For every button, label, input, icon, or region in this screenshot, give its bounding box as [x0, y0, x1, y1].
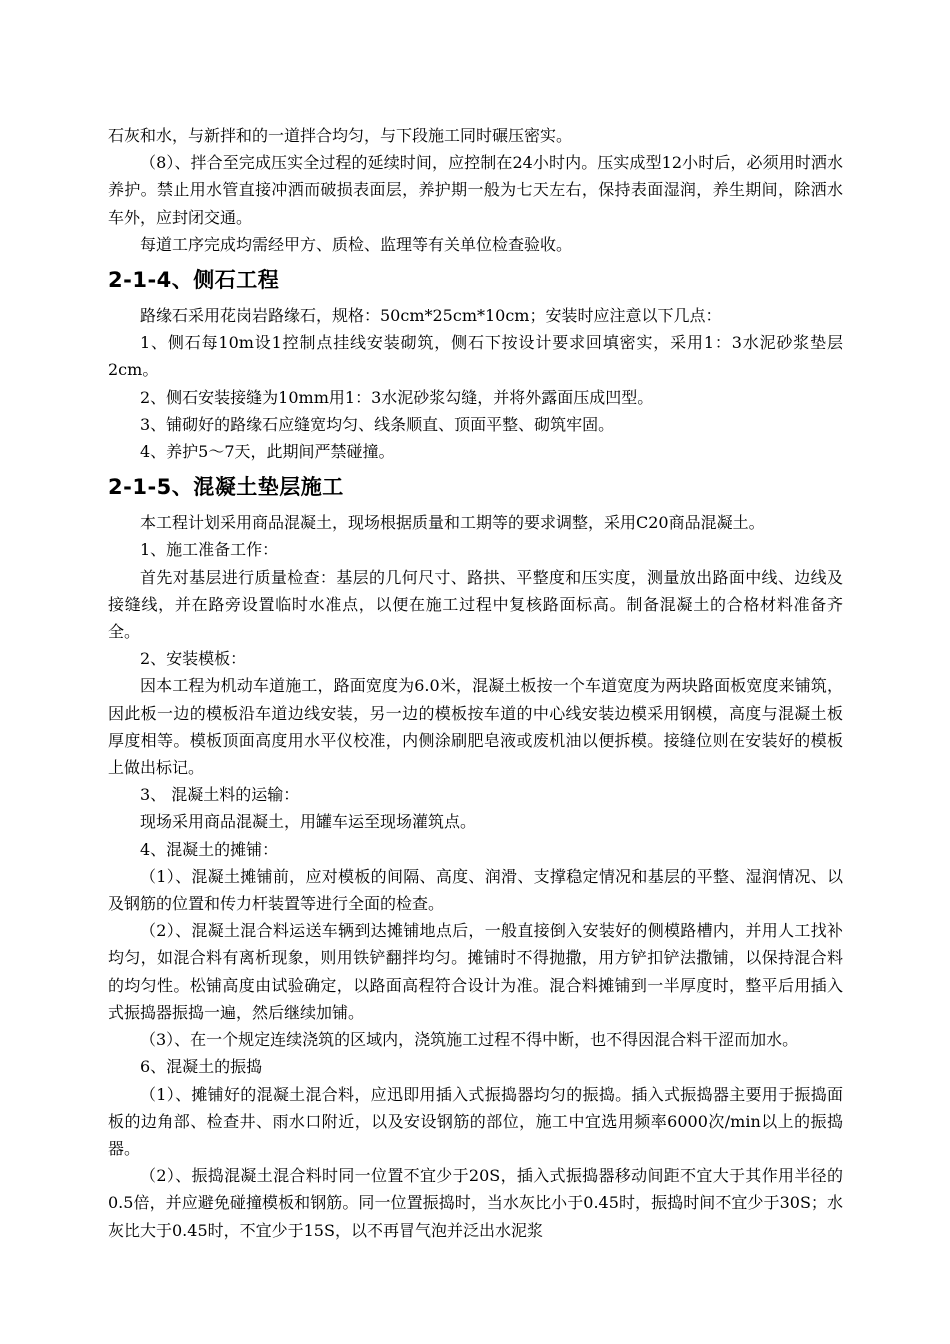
- section-heading: 2-1-4、侧石工程: [108, 268, 280, 293]
- paragraph: （8）、拌合至完成压实全过程的延续时间，应控制在24小时内。压实成型12小时后，必须用时洒水养护。禁止用水管直接冲洒而破损表面层，养护期一般为七天左右，保持表面湿润，养生期间，除洒水车外，应封闭交通。: [108, 153, 843, 227]
- paragraph: （1）、摊铺好的混凝土混合料，应迅即用插入式振捣器均匀的振捣。插入式振捣器主要用于振捣面板的边角部、检查井、雨水口附近，以及安设钢筋的部位，施工中宜选用频率6000次/min以上的振捣器。: [108, 1084, 843, 1158]
- paragraph: 1、侧石每10m设1控制点挂线安装砌筑，侧石下按设计要求回填密实，采用1：3水泥砂浆垫层2cm。: [108, 333, 843, 380]
- paragraph: 石灰和水，与新拌和的一道拌合均匀，与下段施工同时碾压密实。: [108, 126, 573, 145]
- paragraph: （1）、混凝土摊铺前，应对模板的间隔、高度、润滑、支撑稳定情况和基层的平整、湿润情况、以及钢筋的位置和传力杆装置等进行全面的检查。: [108, 866, 843, 914]
- paragraph: 每道工序完成均需经甲方、质检、监理等有关单位检查验收。: [140, 234, 573, 254]
- paragraph: （2）、混凝土混合料运送车辆到达摊铺地点后，一般直接倒入安装好的侧模路槽内，并用人工找补均匀，如混合料有离析现象，则用铁铲翻拌均匀。摊铺时不得抛撒，用方铲扣铲法撒铺，以保持混合料的均匀性。松铺高度由试验确定，以路面高程符合设计为准。混合料摊铺到一半厚度时，整平后用插入式振捣器振捣一遍，然后继续加铺。: [108, 921, 843, 1022]
- document-page: [108, 122, 843, 1244]
- paragraph: 3、 混凝土料的运输：: [140, 785, 300, 805]
- paragraph: 首先对基层进行质量检查：基层的几何尺寸、路拱、平整度和压实度，测量放出路面中线、边线及接缝线，并在路旁设置临时水准点，以便在施工过程中复核路面标高。制备混凝土的合格材料准备齐全。: [108, 567, 843, 642]
- paragraph: 1、施工准备工作：: [140, 540, 279, 560]
- paragraph: 6、混凝土的振捣: [140, 1057, 263, 1077]
- paragraph: （2）、振捣混凝土混合料时同一位置不宜少于20S，插入式振捣器移动间距不宜大于其作用半径的0.5倍，并应避免碰撞模板和钢筋。同一位置振捣时，当水灰比小于0.45时，振捣时间不宜少于30S；水灰比大于0.45时，不宜少于15S，以不再冒气泡并泛出水泥浆: [108, 1166, 843, 1240]
- paragraph: 路缘石采用花岗岩路缘石，规格：50cm*25cm*10cm；安装时应注意以下几点：: [140, 306, 722, 326]
- paragraph: （3）、在一个规定连续浇筑的区域内，浇筑施工过程不得中断，也不得因混合料干涩而加水。: [140, 1030, 799, 1050]
- paragraph: 4、混凝土的摊铺：: [140, 839, 279, 859]
- paragraph: 因本工程为机动车道施工，路面宽度为6.0米，混凝土板按一个车道宽度为两块路面板宽度来铺筑，因此板一边的模板沿车道边线安装，另一边的模板按车道的中心线安装边模采用钢模，高度与混凝土板厚度相等。模板顶面高度用水平仪校准，内侧涂刷肥皂液或废机油以便拆模。接缝位则在安装好的模板上做出标记。: [108, 676, 843, 778]
- paragraph: 2、安装模板：: [140, 649, 247, 669]
- section-heading: 2-1-5、混凝土垫层施工: [108, 475, 344, 500]
- paragraph: 现场采用商品混凝土，用罐车运至现场灌筑点。: [140, 812, 477, 832]
- paragraph: 本工程计划采用商品混凝土，现场根据质量和工期等的要求调整，采用C20商品混凝土。: [140, 513, 765, 533]
- paragraph: 3、铺砌好的路缘石应缝宽均匀、线条顺直、顶面平整、砌筑牢固。: [140, 414, 615, 434]
- paragraph: 2、侧石安装接缝为10mm用1：3水泥砂浆勾缝，并将外露面压成凹型。: [140, 387, 654, 407]
- paragraph: 4、养护5～7天，此期间严禁碰撞。: [140, 442, 395, 462]
